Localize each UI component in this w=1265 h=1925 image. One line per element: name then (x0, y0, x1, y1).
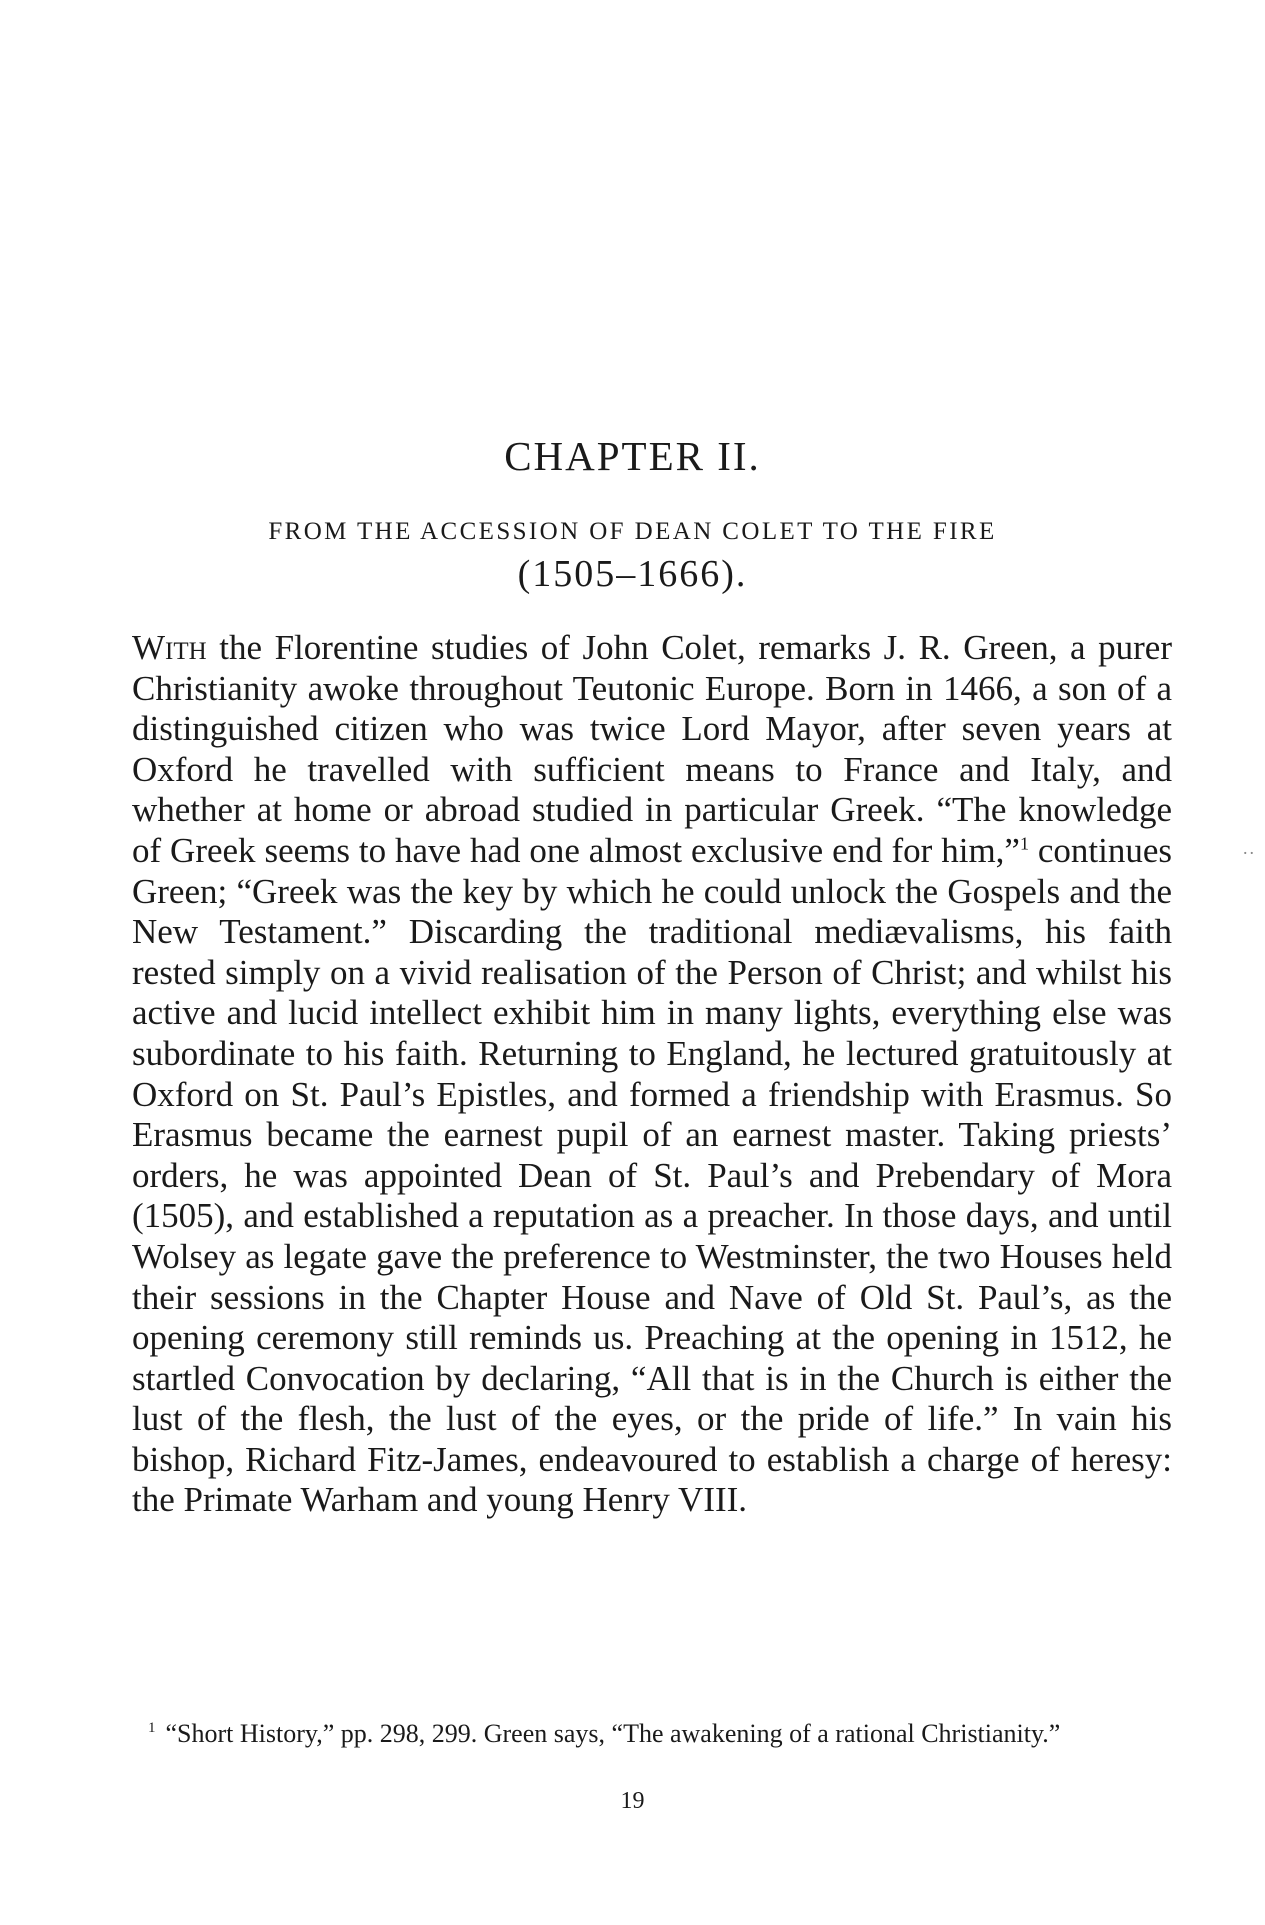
body-text-part-2: continues Green; “Greek was the key by which he could unlock the Gospels and the New Testament.” Discarding the traditional mediævalisms, his faith rested simply on a vivid realisation of the Person of Christ; and whilst his active and lucid intellect exhibit him in many lights, everything else was subordinate to his faith. Returning to England, he lectured gratuitously at Oxford on St. Paul’s Epistles, and formed a friendship with Erasmus. So Erasmus became the earnest pupil of an earnest master. Taking priests’ orders, he was appointed Dean of St. Paul’s and Prebendary of Mora (1505), and established a reputation as a preacher. In those days, and until Wolsey as legate gave the preference to Westminster, the two Houses held their sessions in the Chapter House and Nave of Old St. Paul’s, as the opening ceremony still reminds us. Preaching at the opening in 1512, he startled Convocation by declaring, “All that is in the Church is either the lust of the flesh, the lust of the eyes, or the pride of life.” In vain his bishop, Richard Fitz-James, endeavoured to establish a charge of heresy: the Primate Warham and young Henry VIII. (132, 830, 1173, 1520)
footnote-reference[interactable]: 1 (1019, 833, 1029, 854)
body-paragraph (132, 628, 1172, 1521)
chapter-subtitle: FROM THE ACCESSION OF DEAN COLET TO THE FIRE (268, 518, 997, 545)
chapter-dates: (1505–1666). (517, 553, 748, 595)
opening-word: With (132, 628, 207, 667)
footnote-mark: 1 (148, 1720, 156, 1737)
body-text-part-1: the Florentine studies of John Colet, remarks J. R. Green, a purer Christianity awoke throughout Teutonic Europe. Born in 1466, a son of a distinguished citizen who was twice Lord Mayor, after seven years at Oxford he travelled with sufficient means to France and Italy, and whether at home or abroad studied in particular Greek. “The knowledge of Greek seems to have had one almost exclusive end for him,” (132, 628, 1172, 870)
margin-mark: .. (1243, 838, 1256, 858)
page-number: 19 (620, 1788, 645, 1814)
chapter-title: CHAPTER II. (504, 433, 761, 479)
footnote-text: “Short History,” pp. 298, 299. Green says, “The awakening of a rational Christianity.” (165, 1719, 1061, 1748)
footnote (132, 1719, 1172, 1749)
